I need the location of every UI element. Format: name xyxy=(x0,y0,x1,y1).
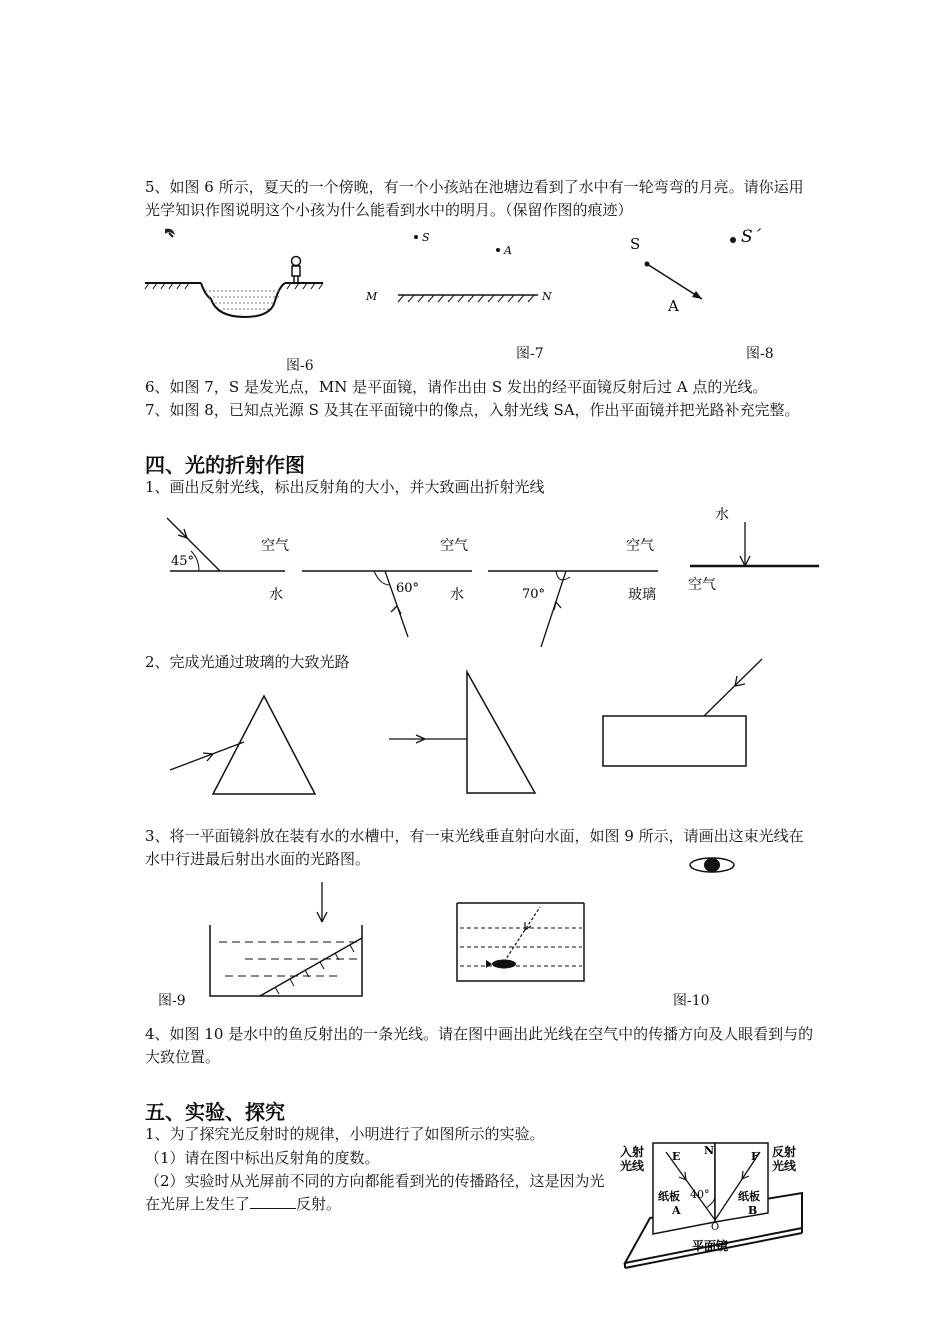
label-reflect-2: 光线 xyxy=(772,1159,797,1173)
label-f: F xyxy=(751,1150,759,1163)
medium-air: 空气 xyxy=(626,538,654,554)
angle-label: 40° xyxy=(690,1188,710,1201)
glass-triangle-diagram xyxy=(165,690,325,800)
figure-8 xyxy=(620,225,770,320)
figure-7 xyxy=(362,228,562,308)
medium-air: 空气 xyxy=(688,577,716,593)
question-6: 6、如图 7，S 是发光点，MN 是平面镜，请作出由 S 发出的经平面镜反射后过 A 点的光线。 xyxy=(145,378,768,396)
question-text: （2）实验时从光屏前不同的方向都能看到光的传播路径，这是因为光在光屏上发生了 xyxy=(145,1172,605,1213)
section-4-question-2: 2、完成光通过玻璃的大致光路 xyxy=(145,653,350,671)
label-incident-2: 光线 xyxy=(620,1159,645,1173)
question-text-end: 反射。 xyxy=(296,1195,342,1213)
label-board-a-1: 纸板 xyxy=(658,1190,680,1203)
section-4-question-4: 4、如图 10 是水中的鱼反射出的一条光线。请在图中画出此光线在空气中的传播方向及人眼看到与的大致位置。 xyxy=(145,1025,814,1066)
glass-rectangle-diagram xyxy=(600,655,770,770)
medium-air: 空气 xyxy=(440,538,468,554)
figure-6-caption: 图-6 xyxy=(286,358,314,374)
angle-label: 45° xyxy=(171,554,195,569)
label-incident-1: 入射 xyxy=(620,1145,645,1159)
label-m: M xyxy=(366,290,378,303)
answer-blank[interactable] xyxy=(250,1194,296,1209)
section-5-question-1-part-2 xyxy=(145,1170,610,1216)
section-4-question-3: 3、将一平面镜斜放在装有水的水槽中，有一束光线垂直射向水面，如图 9 所示，请画出这束光线在水中行进最后射出水面的光路图。 xyxy=(145,827,804,868)
angle-label: 70° xyxy=(522,587,546,602)
incident-ray-sa xyxy=(647,264,702,299)
point-s-prime xyxy=(730,237,736,243)
child-icon xyxy=(292,257,301,284)
section-4-question-1: 1、画出反射光线，标出反射角的大小，并大致画出折射光线 xyxy=(145,478,545,496)
figure-6-pond xyxy=(145,225,325,330)
label-s: S xyxy=(422,231,430,244)
label-s-prime: S´ xyxy=(741,227,762,247)
figure-9-caption: 图-9 xyxy=(158,993,186,1009)
medium-air: 空气 xyxy=(261,538,289,554)
section-4-heading: 四、光的折射作图 xyxy=(145,453,305,477)
label-s: S xyxy=(630,235,641,253)
question-7: 7、如图 8，已知点光源 S 及其在平面镜中的像点，入射光线 SA，作出平面镜并把光路补充完整。 xyxy=(145,401,800,419)
point-s xyxy=(414,235,418,239)
fish-icon xyxy=(492,960,516,969)
label-a: A xyxy=(504,244,512,257)
glass-right-triangle-diagram xyxy=(385,668,545,798)
figure-9-tank xyxy=(205,880,370,1000)
eye-icon xyxy=(688,855,736,875)
figure-10-caption: 图-10 xyxy=(673,993,710,1009)
medium-water: 水 xyxy=(715,507,729,523)
label-a: A xyxy=(668,297,679,315)
question-5: 5、如图 6 所示，夏天的一个傍晚，有一个小孩站在池塘边看到了水中有一轮弯弯的月亮。请你运用光学知识作图说明这个小孩为什么能看到水中的明月。（保留作图的痕迹） xyxy=(145,178,804,219)
refraction-diagram-4 xyxy=(685,502,825,602)
refraction-diagram-2 xyxy=(300,530,490,650)
label-reflect-1: 反射 xyxy=(772,1145,797,1159)
figure-10-fish xyxy=(452,895,592,985)
point-a xyxy=(496,248,500,252)
label-o: O xyxy=(711,1222,720,1233)
label-board-b-1: 纸板 xyxy=(738,1190,760,1203)
reflection-experiment-figure xyxy=(620,1138,810,1273)
figure-7-caption: 图-7 xyxy=(516,346,544,362)
label-n: N xyxy=(704,1144,715,1157)
angle-label: 60° xyxy=(396,581,420,596)
label-n: N xyxy=(542,290,552,303)
medium-water: 水 xyxy=(269,587,283,603)
section-5-question-1-part-1: （1）请在图中标出反射角的度数。 xyxy=(145,1149,380,1167)
section-5-heading: 五、实验、探究 xyxy=(145,1100,285,1124)
label-e: E xyxy=(672,1150,681,1163)
label-board-b-2: B xyxy=(748,1204,758,1217)
medium-water: 水 xyxy=(450,587,464,603)
refraction-diagram-1 xyxy=(165,510,305,610)
medium-glass: 玻璃 xyxy=(628,587,656,603)
refraction-diagram-3 xyxy=(486,530,666,650)
label-board-a-2: A xyxy=(672,1204,681,1217)
figure-8-caption: 图-8 xyxy=(746,346,774,362)
label-mirror: 平面镜 xyxy=(692,1239,729,1253)
section-5-question-1: 1、为了探究光反射时的规律，小明进行了如图所示的实验。 xyxy=(145,1125,545,1143)
